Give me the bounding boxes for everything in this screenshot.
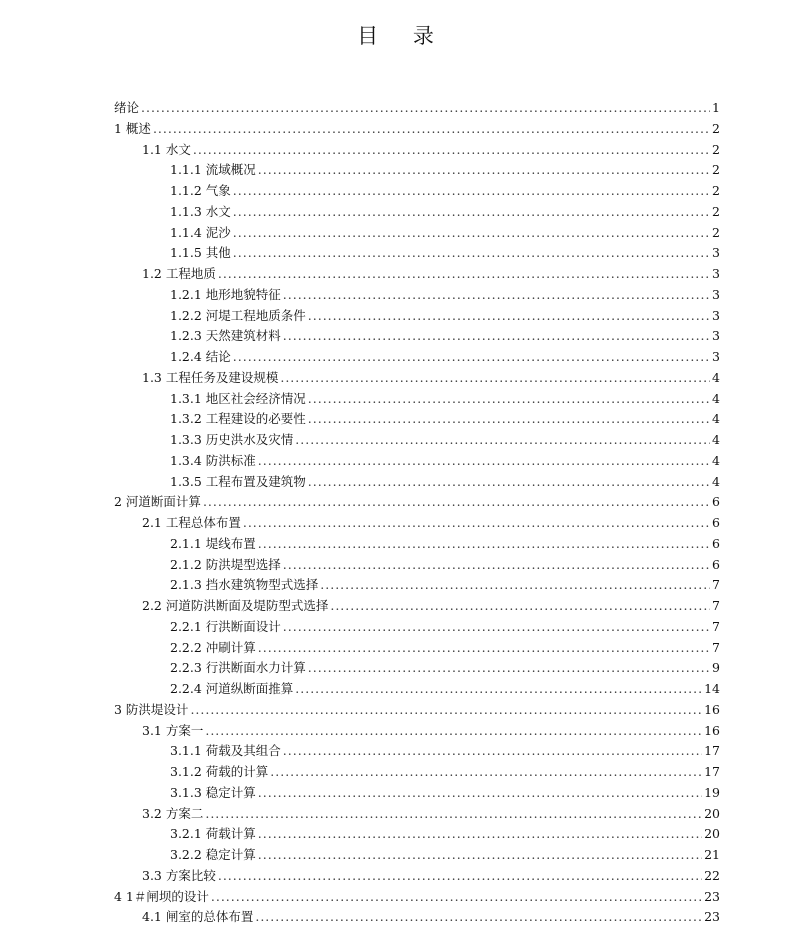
toc-entry[interactable] (114, 596, 720, 617)
toc-entry-label: 3.1.1 荷载及其组合 (170, 743, 281, 759)
toc-entry-label: 2.2 河道防洪断面及堤防型式选择 (142, 598, 329, 613)
dot-leader (190, 702, 702, 717)
toc-entry-page: 4 (712, 473, 720, 489)
toc-entry-label: 2.1.1 堤线布置 (170, 535, 256, 551)
toc-entry-label: 1.1.1 流域概况 (170, 162, 256, 178)
toc-entry-page: 3 (712, 245, 720, 261)
toc-entry[interactable] (114, 347, 720, 368)
dot-leader (233, 204, 710, 219)
dot-leader (283, 743, 702, 758)
toc-entry-page: 17 (704, 764, 720, 779)
toc-entry[interactable] (114, 264, 720, 285)
toc-entry-page: 14 (704, 681, 720, 696)
dot-leader (283, 328, 710, 343)
toc-entry-page: 2 (712, 203, 720, 219)
toc-entry-page: 6 (712, 535, 720, 551)
toc-entry[interactable] (114, 389, 720, 410)
toc-entry-page: 7 (712, 577, 720, 593)
dot-leader (211, 889, 702, 904)
toc-entry-page: 6 (712, 494, 720, 510)
toc-entry[interactable] (114, 285, 720, 306)
toc-entry-page: 4 (712, 452, 720, 468)
toc-entry-label: 1.1 水文 (142, 141, 191, 157)
toc-entry[interactable] (114, 845, 720, 866)
toc-entry-label: 3.3 方案比较 (142, 867, 216, 883)
dot-leader (233, 245, 710, 260)
toc-entry[interactable] (114, 451, 720, 472)
toc-entry-page: 20 (704, 826, 720, 842)
toc-entry-page: 16 (704, 722, 720, 738)
toc-entry-page: 4 (712, 411, 720, 427)
toc-entry-label: 2.2.4 河道纵断面推算 (170, 681, 294, 696)
dot-leader (218, 868, 702, 883)
toc-entry[interactable] (114, 638, 720, 659)
dot-leader (258, 162, 710, 177)
dot-leader (233, 225, 710, 240)
dot-leader (218, 266, 710, 281)
dot-leader (258, 640, 710, 655)
toc-entry-label: 4.1 闸室的总体布置 (142, 909, 254, 925)
toc-entry[interactable] (114, 907, 720, 928)
toc-entry-label: 2.2.1 行洪断面设计 (170, 618, 281, 634)
toc-entry[interactable] (114, 679, 720, 700)
toc-entry-label: 1.3.4 防洪标准 (170, 452, 256, 468)
toc-entry[interactable] (114, 472, 720, 493)
toc-entry-page: 3 (712, 307, 720, 323)
dot-leader (283, 557, 710, 572)
dot-leader (243, 515, 710, 530)
dot-leader (258, 785, 702, 800)
toc-entry-label: 3.1 方案一 (142, 722, 204, 738)
toc-entry-label: 1.1.5 其他 (170, 245, 231, 261)
toc-entry[interactable] (114, 555, 720, 576)
toc-entry-label: 1.2.2 河堤工程地质条件 (170, 307, 306, 323)
toc-entry[interactable] (114, 721, 720, 742)
toc-entry[interactable] (114, 492, 720, 513)
toc-entry-label: 1.2.3 天然建筑材料 (170, 328, 281, 344)
toc-entry[interactable] (114, 430, 720, 451)
toc-entry[interactable] (114, 783, 720, 804)
toc-entry-page: 7 (712, 618, 720, 634)
toc-entry[interactable] (114, 181, 720, 202)
toc-entry[interactable] (114, 243, 720, 264)
toc-entry-label: 3.2.2 稳定计算 (170, 847, 256, 862)
toc-entry-label: 1.1.3 水文 (170, 203, 231, 219)
dot-leader (283, 287, 710, 302)
dot-leader (308, 308, 710, 323)
toc-entry-page: 2 (712, 224, 720, 240)
dot-leader (153, 121, 710, 136)
toc-entry[interactable] (114, 824, 720, 845)
dot-leader (295, 432, 710, 447)
toc-entry[interactable] (114, 762, 720, 783)
dot-leader (330, 598, 710, 613)
toc-entry-label: 1 概述 (114, 120, 151, 136)
toc-entry-page: 23 (704, 888, 720, 904)
toc-entry[interactable] (114, 700, 720, 721)
toc-entry[interactable] (114, 575, 720, 596)
toc-entry-label: 1.1.4 泥沙 (170, 224, 231, 240)
toc-entry[interactable] (114, 368, 720, 389)
toc-entry[interactable] (114, 513, 720, 534)
toc-entry-page: 7 (712, 598, 720, 613)
toc-entry[interactable] (114, 98, 720, 119)
dot-leader (308, 660, 710, 675)
toc-entry-label: 2.1 工程总体布置 (142, 515, 241, 530)
toc-entry-page: 20 (704, 805, 720, 821)
toc-entry[interactable] (114, 658, 720, 679)
toc-entry-page: 3 (712, 328, 720, 344)
dot-leader (205, 806, 702, 821)
toc-entry-label: 3.2 方案二 (142, 805, 204, 821)
toc-entry-label: 3 防洪堤设计 (114, 701, 189, 717)
toc-entry[interactable] (114, 223, 720, 244)
dot-leader (308, 391, 710, 406)
toc-entry-page: 22 (704, 867, 720, 883)
toc-entry-label: 1.3.1 地区社会经济情况 (170, 390, 306, 406)
dot-leader (320, 577, 710, 592)
toc-entry[interactable] (114, 409, 720, 430)
toc-entry-page: 2 (712, 162, 720, 178)
dot-leader (283, 619, 710, 634)
toc-entry-page: 16 (704, 701, 720, 717)
toc-entry[interactable] (114, 326, 720, 347)
toc-entry[interactable] (114, 741, 720, 762)
toc-entry-page: 23 (704, 909, 720, 925)
toc-entry[interactable] (114, 534, 720, 555)
toc-entry-label: 3.2.1 荷载计算 (170, 826, 256, 842)
toc-entry[interactable] (114, 866, 720, 887)
toc-entry-label: 1.3.3 历史洪水及灾情 (170, 432, 294, 447)
toc-entry-label: 3.1.3 稳定计算 (170, 784, 256, 800)
toc-entry-label: 1.2.4 结论 (170, 349, 231, 364)
toc-entry[interactable] (114, 140, 720, 161)
toc-entry-label: 3.1.2 荷载的计算 (170, 764, 269, 779)
toc-entry-label: 2.2.2 冲刷计算 (170, 639, 256, 655)
dot-leader (308, 411, 710, 426)
dot-leader (308, 474, 710, 489)
toc-entry-label: 1.1.2 气象 (170, 183, 231, 198)
toc-entry-page: 4 (712, 432, 720, 447)
toc-entry-label: 1.2.1 地形地貌特征 (170, 286, 281, 302)
toc-entry-label: 1.2 工程地质 (142, 266, 216, 281)
dot-leader (141, 100, 710, 115)
dot-leader (295, 681, 702, 696)
toc-list (114, 98, 720, 928)
toc-entry-page: 4 (712, 390, 720, 406)
toc-entry-label: 4 1＃闸坝的设计 (114, 888, 209, 904)
dot-leader (270, 764, 702, 779)
page-title: 目 录 (357, 24, 448, 48)
toc-entry-page: 19 (704, 784, 720, 800)
toc-entry-label: 绪论 (114, 100, 140, 115)
toc-entry-label: 1.3.2 工程建设的必要性 (170, 411, 306, 427)
toc-entry-page: 6 (712, 556, 720, 572)
dot-leader (258, 536, 710, 551)
toc-entry-page: 2 (712, 120, 720, 136)
toc-entry[interactable] (114, 306, 720, 327)
toc-entry-page: 3 (712, 266, 720, 281)
toc-entry-page: 21 (704, 847, 720, 862)
toc-entry[interactable] (114, 887, 720, 908)
toc-entry-page: 2 (712, 141, 720, 157)
toc-entry[interactable] (114, 804, 720, 825)
toc-entry[interactable] (114, 160, 720, 181)
toc-entry-label: 1.3.5 工程布置及建筑物 (170, 473, 306, 489)
toc-entry-label: 2.2.3 行洪断面水力计算 (170, 660, 306, 676)
toc-entry-label: 2 河道断面计算 (114, 494, 201, 510)
toc-entry-page: 4 (712, 369, 720, 385)
toc-entry-label: 2.1.2 防洪堤型选择 (170, 556, 281, 572)
toc-entry-page: 7 (712, 639, 720, 655)
toc-entry-page: 3 (712, 286, 720, 302)
toc-entry-page: 17 (704, 743, 720, 759)
dot-leader (258, 847, 702, 862)
dot-leader (205, 723, 702, 738)
dot-leader (233, 183, 710, 198)
dot-leader (193, 142, 710, 157)
toc-entry-page: 3 (712, 349, 720, 364)
toc-entry[interactable] (114, 202, 720, 223)
dot-leader (258, 826, 702, 841)
toc-entry-page: 9 (712, 660, 720, 676)
toc-entry-page: 2 (712, 183, 720, 198)
toc-entry-label: 2.1.3 挡水建筑物型式选择 (170, 577, 319, 593)
dot-leader (280, 370, 710, 385)
toc-entry[interactable] (114, 617, 720, 638)
toc-entry-label: 1.3 工程任务及建设规模 (142, 369, 279, 385)
dot-leader (255, 909, 702, 924)
toc-entry[interactable] (114, 119, 720, 140)
dot-leader (203, 494, 710, 509)
toc-entry-page: 1 (712, 100, 720, 115)
dot-leader (233, 349, 710, 364)
toc-entry-page: 6 (712, 515, 720, 530)
dot-leader (258, 453, 710, 468)
